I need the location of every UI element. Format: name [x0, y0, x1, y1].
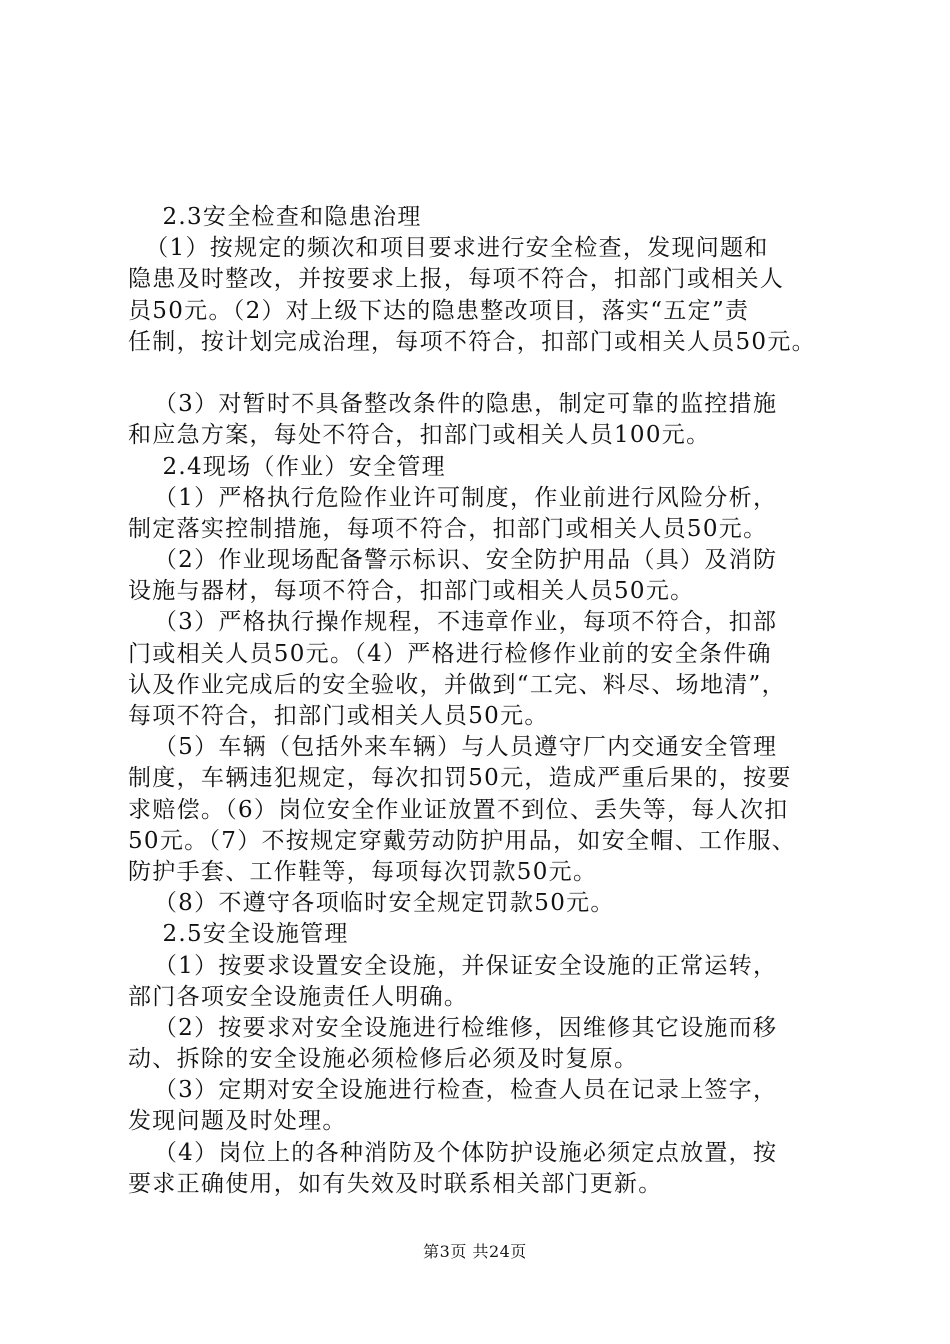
text-line: 2.5安全设施管理	[128, 921, 349, 948]
text-line: （1）严格执行危险作业许可制度，作业前进行风险分析，	[128, 484, 778, 511]
text-line: 部门各项安全设施责任人明确。	[128, 983, 469, 1010]
text-line: 员50元。（2）对上级下达的隐患整改项目，落实“五定”责	[128, 297, 750, 324]
text-line: 发现问题及时处理。	[128, 1108, 347, 1135]
text-line: 隐患及时整改，并按要求上报，每项不符合，扣部门或相关人	[128, 266, 785, 293]
text-line: 设施与器材，每项不符合，扣部门或相关人员50元。	[128, 578, 695, 605]
text-line: 每项不符合，扣部门或相关人员50元。	[128, 703, 549, 729]
text-line: （4）岗位上的各种消防及个体防护设施必须定点放置，按	[128, 1139, 778, 1166]
text-line: （2）按要求对安全设施进行检维修，因维修其它设施而移	[128, 1014, 778, 1041]
text-line: （8）不遵守各项临时安全规定罚款50元。	[128, 890, 615, 917]
text-line: 2.3安全检查和隐患治理	[128, 204, 422, 230]
text-line: （1）按规定的频次和项目要求进行安全检查，发现问题和	[128, 235, 769, 262]
document-body	[128, 202, 853, 1200]
text-line: 认及作业完成后的安全验收，并做到“工完、料尽、场地清”，	[128, 671, 786, 698]
text-line: （5）车辆（包括外来车辆）与人员遵守厂内交通安全管理	[128, 734, 778, 761]
text-line: 制度，车辆违犯规定，每次扣罚50元，造成严重后果的，按要	[128, 765, 792, 792]
text-line: 要求正确使用，如有失效及时联系相关部门更新。	[128, 1170, 663, 1197]
text-line: 求赔偿。（6）岗位安全作业证放置不到位、丢失等，每人次扣	[128, 796, 789, 823]
text-line: 任制，按计划完成治理，每项不符合，扣部门或相关人员50元。	[128, 328, 816, 355]
text-line: （2）作业现场配备警示标识、安全防护用品（具）及消防	[128, 547, 778, 574]
text-line: 50元。（7）不按规定穿戴劳动防护用品，如安全帽、工作服、	[128, 827, 797, 854]
text-line: （1）按要求设置安全设施，并保证安全设施的正常运转，	[128, 952, 778, 979]
text-line: 防护手套、工作鞋等，每项每次罚款50元。	[128, 858, 598, 885]
page-footer: 第3页 共24页	[423, 1242, 527, 1261]
text-line: 2.4现场（作业）安全管理	[128, 453, 446, 480]
text-line: 和应急方案，每处不符合，扣部门或相关人员100元。	[128, 422, 711, 449]
text-line: 门或相关人员50元。（4）严格进行检修作业前的安全条件确	[128, 640, 772, 667]
text-line: 制定落实控制措施，每项不符合，扣部门或相关人员50元。	[128, 515, 768, 542]
blank-line	[128, 358, 853, 389]
text-line: （3）严格执行操作规程，不违章作业，每项不符合，扣部	[128, 609, 778, 636]
text-line: （3）对暂时不具备整改条件的隐患，制定可靠的监控措施	[128, 391, 778, 418]
text-line: 动、拆除的安全设施必须检修后必须及时复原。	[128, 1046, 639, 1073]
text-line: （3）定期对安全设施进行检查，检查人员在记录上签字，	[128, 1077, 778, 1104]
